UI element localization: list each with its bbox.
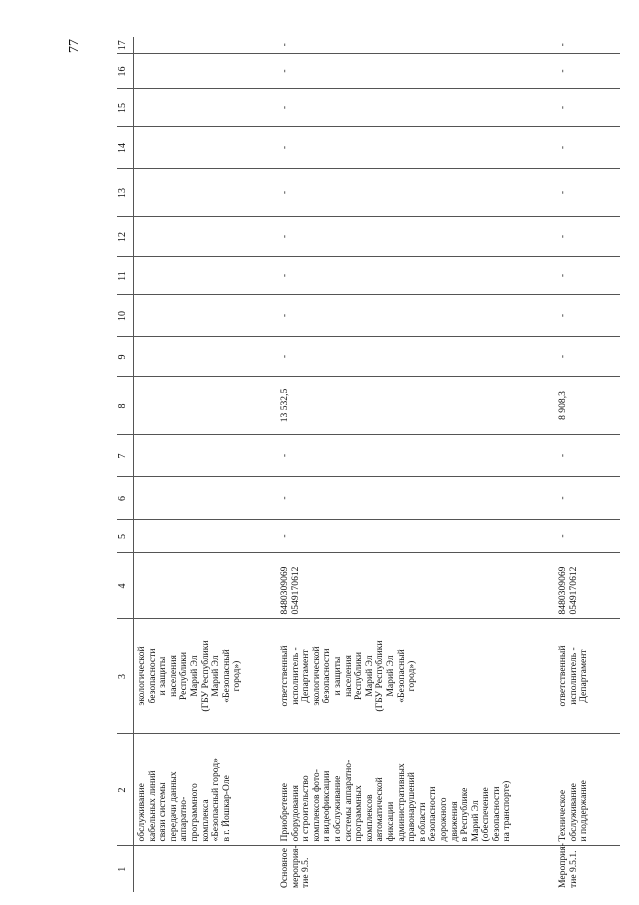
value-cell: -: [277, 295, 555, 337]
column-number: 15: [117, 89, 134, 127]
value-cell: -: [555, 127, 620, 169]
rotated-table-sheet: [117, 27, 627, 892]
value-cell: -: [277, 337, 555, 377]
measure-code-cell: [134, 846, 278, 892]
column-number: 11: [117, 257, 134, 295]
value-cell: -: [555, 337, 620, 377]
column-number: 5: [117, 520, 134, 553]
table-row: [134, 37, 278, 892]
budget-table: [117, 37, 620, 892]
value-cell: -: [555, 477, 620, 520]
column-number: 9: [117, 337, 134, 377]
column-number: 13: [117, 169, 134, 217]
value-cell: [134, 37, 278, 54]
table-row: [277, 37, 555, 892]
executor-cell: ответственный исполнитель - Департамент экологической безопасности и защиты населения Республики Марий Эл (ГБУ Республики Марий Эл «Безопасный город»): [277, 619, 555, 734]
value-cell: -: [277, 127, 555, 169]
column-number: 10: [117, 295, 134, 337]
value-cell: [134, 520, 278, 553]
value-cell: -: [277, 54, 555, 89]
column-number: 2: [117, 734, 134, 846]
executor-cell: экологической безопасности и защиты населения Республики Марий Эл (ГБУ Республики Марий Эл «Безопасный город»): [134, 619, 278, 734]
page-number: 77: [67, 39, 82, 53]
measure-name-cell: Техническое обслуживание и поддержание: [555, 734, 620, 846]
value-cell: -: [277, 169, 555, 217]
budget-code-cell: 8480309069 0549170612: [555, 553, 620, 619]
column-number: 14: [117, 127, 134, 169]
column-number: 3: [117, 619, 134, 734]
value-cell: [134, 257, 278, 295]
value-cell: -: [555, 217, 620, 257]
value-cell: -: [279, 43, 290, 47]
value-cell: 13 532,5: [277, 377, 555, 435]
value-cell: -: [555, 169, 620, 217]
value-cell: -: [555, 89, 620, 127]
value-cell: -: [555, 54, 620, 89]
column-number: 1: [117, 846, 134, 892]
value-cell: -: [277, 477, 555, 520]
value-cell: 8 908,3: [555, 377, 620, 435]
budget-code-cell: [134, 553, 278, 619]
budget-code-cell: 8480309069 0549170612: [277, 553, 555, 619]
column-number-row: [117, 37, 134, 892]
value-cell: -: [277, 520, 555, 553]
column-number: 8: [117, 377, 134, 435]
value-cell: -: [277, 435, 555, 477]
value-cell: -: [555, 295, 620, 337]
value-cell: -: [277, 89, 555, 127]
measure-name-cell: Приобретение оборудования и строительство комплексов фото- и видеофиксации и обслуживание системы аппаратно- программных комплексов автоматической фиксации административных правонарушений в области безопасности дорожного движения в Республике Марий Эл (обеспечение безопасности на транспорте): [277, 734, 555, 846]
value-cell: [134, 477, 278, 520]
column-number: 4: [117, 553, 134, 619]
measure-name-cell: обслуживание кабельных линий связи системы передачи данных аппаратно- программного комплекса «Безопасный город» в г. Йошкар-Оле: [134, 734, 278, 846]
column-number: 7: [117, 435, 134, 477]
value-cell: [134, 217, 278, 257]
measure-code-cell: Основное мероприя- тие 9.5.: [277, 846, 555, 892]
value-cell: -: [555, 520, 620, 553]
executor-cell: ответственный исполнитель - Департамент: [555, 619, 620, 734]
value-cell: [134, 377, 278, 435]
column-number: 17: [117, 37, 134, 54]
value-cell: -: [277, 217, 555, 257]
value-cell: [134, 89, 278, 127]
value-cell: [134, 127, 278, 169]
table-row: [555, 37, 620, 892]
value-cell: [134, 54, 278, 89]
value-cell: [134, 169, 278, 217]
value-cell: [134, 337, 278, 377]
column-number: 16: [117, 54, 134, 89]
column-number: 6: [117, 477, 134, 520]
value-cell: -: [555, 435, 620, 477]
column-number: 12: [117, 217, 134, 257]
value-cell: [134, 435, 278, 477]
value-cell: [134, 295, 278, 337]
value-cell: -: [557, 43, 568, 47]
measure-code-cell: Мероприя- тие 9.5.1.: [555, 846, 620, 892]
value-cell: -: [277, 257, 555, 295]
value-cell: -: [555, 257, 620, 295]
